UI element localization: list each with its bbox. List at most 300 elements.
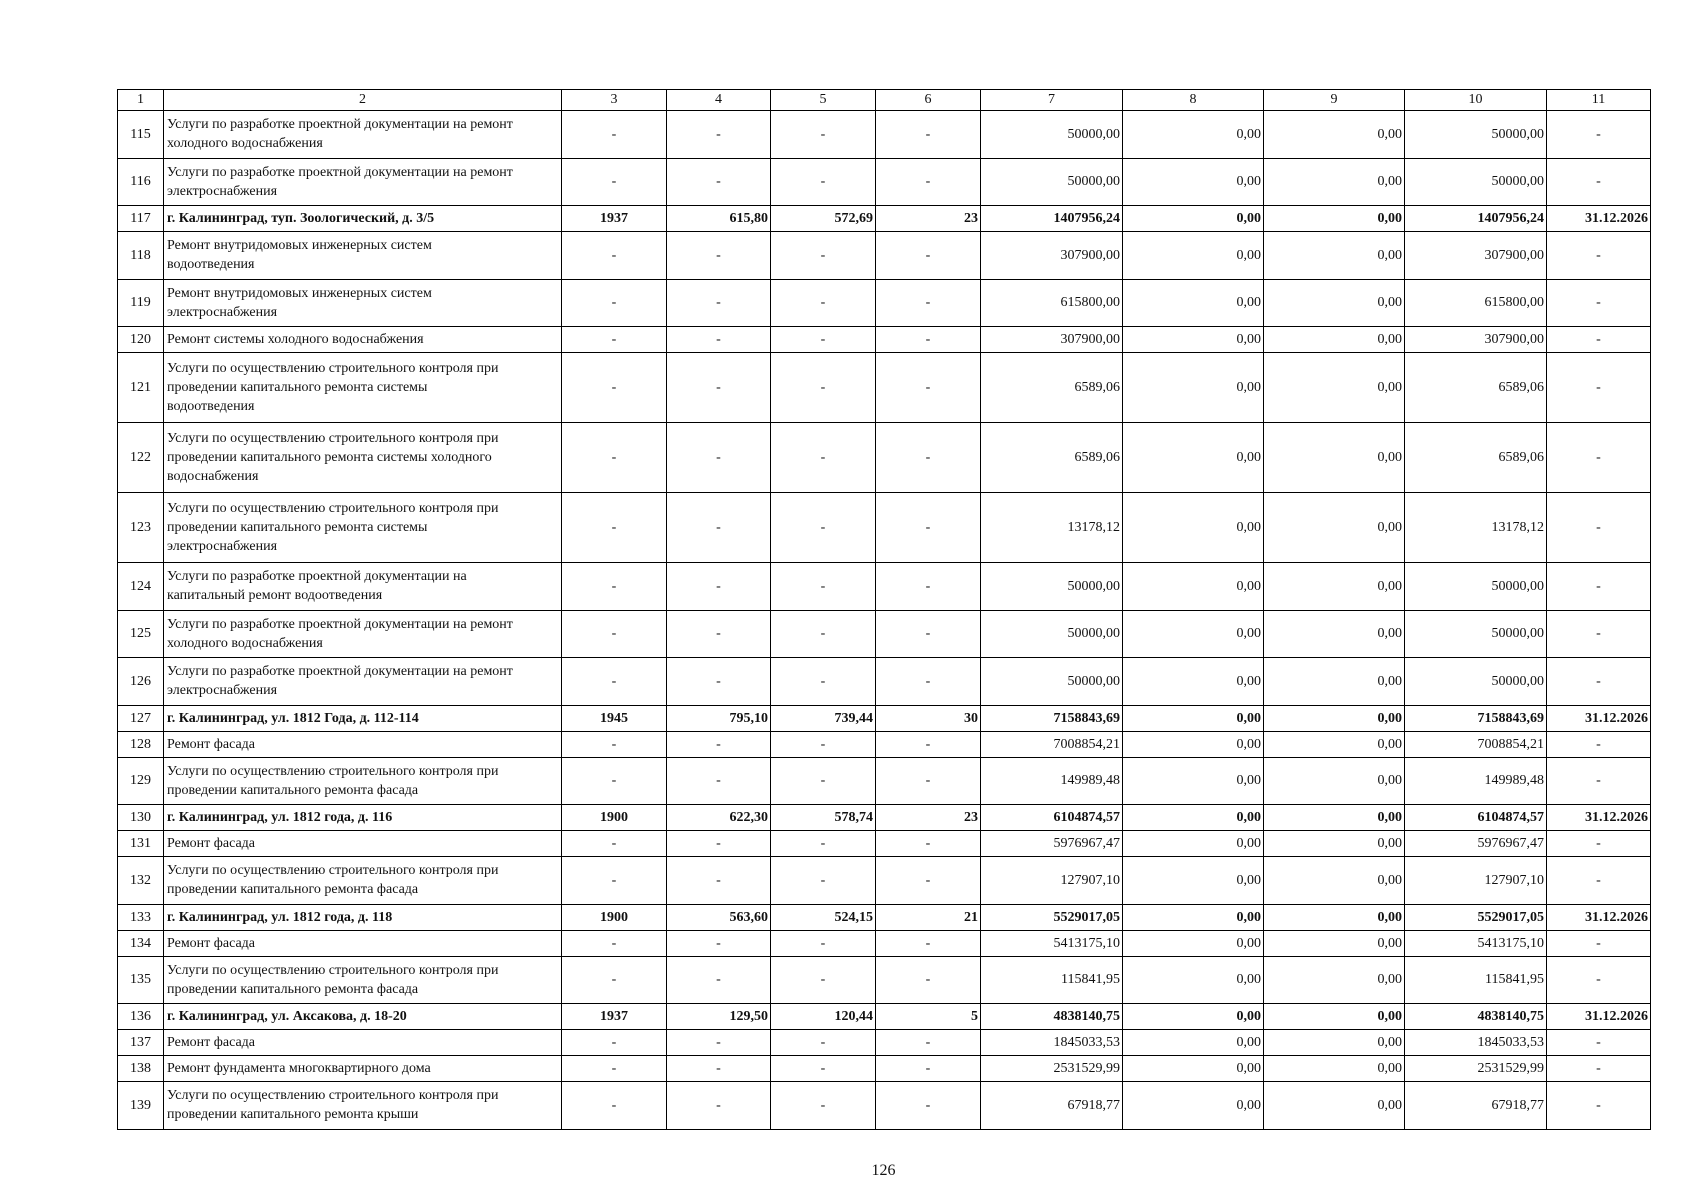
cell-col-8: 0,00	[1123, 1030, 1264, 1056]
cell-col-10: 307900,00	[1405, 232, 1547, 280]
cell-row-number: 121	[118, 353, 164, 423]
cell-description: Услуги по разработке проектной документации на ремонт электроснабжения	[164, 658, 562, 706]
cell-col-5: -	[771, 493, 876, 563]
cell-col-4: -	[667, 1056, 771, 1082]
cell-col-4: -	[667, 956, 771, 1004]
cell-col-8: 0,00	[1123, 206, 1264, 232]
cell-description: Услуги по осуществлению строительного контроля при проведении капитального ремонта системы водоотведения	[164, 353, 562, 423]
cell-col-4: 622,30	[667, 805, 771, 831]
cell-col-3: 1937	[562, 206, 667, 232]
cell-col-5: 524,15	[771, 904, 876, 930]
cell-col-7: 1407956,24	[981, 206, 1123, 232]
cell-col-4: -	[667, 1082, 771, 1130]
cell-description: Услуги по осуществлению строительного контроля при проведении капитального ремонта фасада	[164, 956, 562, 1004]
cell-description: Услуги по осуществлению строительного контроля при проведении капитального ремонта фасада	[164, 857, 562, 905]
cell-col-8: 0,00	[1123, 930, 1264, 956]
cell-col-3: -	[562, 111, 667, 159]
table-row	[118, 857, 1651, 905]
cell-col-9: 0,00	[1264, 493, 1405, 563]
cell-col-7: 13178,12	[981, 493, 1123, 563]
cell-col-11: 31.12.2026	[1547, 904, 1651, 930]
cell-col-9: 0,00	[1264, 279, 1405, 327]
cell-col-4: -	[667, 279, 771, 327]
cell-description: г. Калининград, ул. 1812 года, д. 116	[164, 805, 562, 831]
cell-col-3: -	[562, 279, 667, 327]
cell-col-6: -	[876, 111, 981, 159]
table-row	[118, 831, 1651, 857]
cell-col-5: -	[771, 1030, 876, 1056]
table-row	[118, 731, 1651, 757]
cell-col-8: 0,00	[1123, 232, 1264, 280]
column-header-4: 4	[667, 90, 771, 111]
cell-col-6: 23	[876, 206, 981, 232]
cell-col-9: 0,00	[1264, 831, 1405, 857]
cell-col-3: -	[562, 857, 667, 905]
table-row	[118, 1030, 1651, 1056]
cell-col-8: 0,00	[1123, 857, 1264, 905]
cell-col-5: 739,44	[771, 705, 876, 731]
cell-col-10: 50000,00	[1405, 158, 1547, 206]
cell-col-8: 0,00	[1123, 353, 1264, 423]
cell-col-10: 307900,00	[1405, 327, 1547, 353]
cell-col-4: -	[667, 857, 771, 905]
cell-col-6: 21	[876, 904, 981, 930]
cell-col-8: 0,00	[1123, 904, 1264, 930]
page-number: 126	[871, 1162, 896, 1179]
column-header-11: 11	[1547, 90, 1651, 111]
cell-description: Ремонт фундамента многоквартирного дома	[164, 1056, 562, 1082]
cell-col-6: -	[876, 956, 981, 1004]
cell-col-10: 50000,00	[1405, 658, 1547, 706]
cell-col-8: 0,00	[1123, 279, 1264, 327]
cell-col-7: 7158843,69	[981, 705, 1123, 731]
table-body	[118, 111, 1651, 1130]
cell-row-number: 129	[118, 757, 164, 805]
cell-col-9: 0,00	[1264, 327, 1405, 353]
cell-col-7: 115841,95	[981, 956, 1123, 1004]
cell-col-7: 5529017,05	[981, 904, 1123, 930]
cell-col-10: 13178,12	[1405, 493, 1547, 563]
cell-row-number: 116	[118, 158, 164, 206]
cell-col-11: -	[1547, 857, 1651, 905]
cell-col-5: -	[771, 1082, 876, 1130]
cell-description: Ремонт внутридомовых инженерных систем электроснабжения	[164, 279, 562, 327]
cell-col-10: 2531529,99	[1405, 1056, 1547, 1082]
cell-col-8: 0,00	[1123, 158, 1264, 206]
cell-col-8: 0,00	[1123, 1082, 1264, 1130]
column-header-5: 5	[771, 90, 876, 111]
cell-col-4: 563,60	[667, 904, 771, 930]
cell-description: Ремонт фасада	[164, 731, 562, 757]
cell-col-5: -	[771, 423, 876, 493]
cell-row-number: 126	[118, 658, 164, 706]
cell-col-9: 0,00	[1264, 423, 1405, 493]
cell-description: Услуги по разработке проектной документации на ремонт холодного водоснабжения	[164, 111, 562, 159]
cell-row-number: 122	[118, 423, 164, 493]
table-row	[118, 610, 1651, 658]
cell-col-5: -	[771, 757, 876, 805]
cell-col-6: -	[876, 930, 981, 956]
cell-col-6: -	[876, 1082, 981, 1130]
cell-col-4: -	[667, 1030, 771, 1056]
cell-col-11: 31.12.2026	[1547, 206, 1651, 232]
table-row	[118, 111, 1651, 159]
cell-col-6: -	[876, 232, 981, 280]
cell-col-4: -	[667, 111, 771, 159]
cell-col-7: 1845033,53	[981, 1030, 1123, 1056]
cell-col-8: 0,00	[1123, 805, 1264, 831]
cell-col-4: -	[667, 610, 771, 658]
cell-col-3: -	[562, 353, 667, 423]
cell-col-3: 1945	[562, 705, 667, 731]
cell-col-5: -	[771, 956, 876, 1004]
column-header-6: 6	[876, 90, 981, 111]
cell-col-10: 4838140,75	[1405, 1004, 1547, 1030]
cell-col-3: -	[562, 232, 667, 280]
cell-row-number: 120	[118, 327, 164, 353]
cell-col-7: 307900,00	[981, 327, 1123, 353]
cell-col-8: 0,00	[1123, 1056, 1264, 1082]
cell-col-10: 6104874,57	[1405, 805, 1547, 831]
cell-description: Ремонт системы холодного водоснабжения	[164, 327, 562, 353]
cell-col-3: 1937	[562, 1004, 667, 1030]
cell-row-number: 124	[118, 563, 164, 611]
cell-col-8: 0,00	[1123, 1004, 1264, 1030]
cell-col-5: -	[771, 610, 876, 658]
cell-col-11: -	[1547, 1056, 1651, 1082]
table-row	[118, 279, 1651, 327]
cell-col-11: -	[1547, 930, 1651, 956]
table-row	[118, 206, 1651, 232]
cell-col-9: 0,00	[1264, 1056, 1405, 1082]
cell-col-6: -	[876, 857, 981, 905]
cell-col-10: 1845033,53	[1405, 1030, 1547, 1056]
cell-col-10: 115841,95	[1405, 956, 1547, 1004]
cell-col-3: -	[562, 1030, 667, 1056]
column-header-7: 7	[981, 90, 1123, 111]
cell-col-6: -	[876, 610, 981, 658]
cell-col-5: -	[771, 327, 876, 353]
cell-col-7: 307900,00	[981, 232, 1123, 280]
cell-col-5: 578,74	[771, 805, 876, 831]
cell-row-number: 128	[118, 731, 164, 757]
cell-col-5: -	[771, 658, 876, 706]
cell-description: Услуги по осуществлению строительного контроля при проведении капитального ремонта фасада	[164, 757, 562, 805]
cell-col-11: 31.12.2026	[1547, 1004, 1651, 1030]
cell-col-8: 0,00	[1123, 757, 1264, 805]
cell-description: Услуги по осуществлению строительного контроля при проведении капитального ремонта системы электроснабжения	[164, 493, 562, 563]
table-row	[118, 705, 1651, 731]
column-header-9: 9	[1264, 90, 1405, 111]
cell-col-7: 149989,48	[981, 757, 1123, 805]
cell-col-9: 0,00	[1264, 1082, 1405, 1130]
column-header-10: 10	[1405, 90, 1547, 111]
cell-col-10: 5976967,47	[1405, 831, 1547, 857]
table-row	[118, 805, 1651, 831]
cell-row-number: 123	[118, 493, 164, 563]
cell-col-3: -	[562, 731, 667, 757]
cell-col-9: 0,00	[1264, 610, 1405, 658]
cell-col-3: -	[562, 956, 667, 1004]
column-header-3: 3	[562, 90, 667, 111]
cell-col-9: 0,00	[1264, 930, 1405, 956]
cell-col-6: -	[876, 563, 981, 611]
cell-col-8: 0,00	[1123, 956, 1264, 1004]
cell-col-6: -	[876, 658, 981, 706]
cell-col-3: -	[562, 327, 667, 353]
cell-col-9: 0,00	[1264, 805, 1405, 831]
cell-col-10: 50000,00	[1405, 563, 1547, 611]
table-row	[118, 1056, 1651, 1082]
column-header-2: 2	[164, 90, 562, 111]
cell-col-6: 30	[876, 705, 981, 731]
cell-col-5: -	[771, 930, 876, 956]
table-row	[118, 493, 1651, 563]
cell-col-4: -	[667, 757, 771, 805]
cell-col-10: 7008854,21	[1405, 731, 1547, 757]
cell-col-6: -	[876, 493, 981, 563]
cell-row-number: 134	[118, 930, 164, 956]
cell-col-6: -	[876, 279, 981, 327]
cell-col-7: 6589,06	[981, 423, 1123, 493]
cell-col-3: -	[562, 493, 667, 563]
cell-col-8: 0,00	[1123, 563, 1264, 611]
cell-row-number: 117	[118, 206, 164, 232]
cell-col-3: -	[562, 930, 667, 956]
table-row	[118, 563, 1651, 611]
cell-col-6: -	[876, 327, 981, 353]
table-row	[118, 956, 1651, 1004]
table-row	[118, 353, 1651, 423]
cell-row-number: 130	[118, 805, 164, 831]
cell-col-11: 31.12.2026	[1547, 705, 1651, 731]
cell-col-5: -	[771, 111, 876, 159]
cell-col-11: -	[1547, 831, 1651, 857]
cell-col-7: 6104874,57	[981, 805, 1123, 831]
table-row	[118, 327, 1651, 353]
table-row	[118, 757, 1651, 805]
cell-row-number: 132	[118, 857, 164, 905]
cell-col-4: -	[667, 158, 771, 206]
cell-col-10: 50000,00	[1405, 111, 1547, 159]
cell-col-6: -	[876, 423, 981, 493]
cell-row-number: 131	[118, 831, 164, 857]
cell-col-4: -	[667, 831, 771, 857]
cell-col-7: 615800,00	[981, 279, 1123, 327]
cell-row-number: 135	[118, 956, 164, 1004]
cell-col-10: 5529017,05	[1405, 904, 1547, 930]
cell-col-3: -	[562, 423, 667, 493]
cell-col-9: 0,00	[1264, 232, 1405, 280]
cell-col-4: -	[667, 493, 771, 563]
cell-col-5: -	[771, 831, 876, 857]
cell-col-5: -	[771, 731, 876, 757]
cell-row-number: 138	[118, 1056, 164, 1082]
cell-col-4: -	[667, 327, 771, 353]
cell-col-7: 5976967,47	[981, 831, 1123, 857]
table-row	[118, 423, 1651, 493]
cell-col-7: 7008854,21	[981, 731, 1123, 757]
cell-col-5: 120,44	[771, 1004, 876, 1030]
cell-row-number: 127	[118, 705, 164, 731]
cell-col-5: -	[771, 279, 876, 327]
cell-description: г. Калининград, ул. 1812 года, д. 118	[164, 904, 562, 930]
table-row	[118, 1004, 1651, 1030]
cell-col-10: 6589,06	[1405, 353, 1547, 423]
cell-row-number: 139	[118, 1082, 164, 1130]
cell-col-3: -	[562, 757, 667, 805]
cell-col-3: -	[562, 563, 667, 611]
cell-col-9: 0,00	[1264, 206, 1405, 232]
cell-description: г. Калининград, ул. Аксакова, д. 18-20	[164, 1004, 562, 1030]
cell-col-8: 0,00	[1123, 658, 1264, 706]
cell-col-7: 6589,06	[981, 353, 1123, 423]
column-header-1: 1	[118, 90, 164, 111]
cell-description: Ремонт фасада	[164, 831, 562, 857]
cell-col-4: -	[667, 353, 771, 423]
cell-col-10: 127907,10	[1405, 857, 1547, 905]
cell-col-6: -	[876, 731, 981, 757]
cell-col-7: 4838140,75	[981, 1004, 1123, 1030]
table-row	[118, 904, 1651, 930]
cell-col-10: 615800,00	[1405, 279, 1547, 327]
cell-col-8: 0,00	[1123, 831, 1264, 857]
table-row	[118, 658, 1651, 706]
cell-col-3: -	[562, 1082, 667, 1130]
cell-col-8: 0,00	[1123, 731, 1264, 757]
cell-col-9: 0,00	[1264, 757, 1405, 805]
cell-col-3: 1900	[562, 904, 667, 930]
cell-col-6: -	[876, 1056, 981, 1082]
cell-col-5: -	[771, 158, 876, 206]
cell-col-7: 5413175,10	[981, 930, 1123, 956]
cell-col-3: -	[562, 658, 667, 706]
table-row	[118, 930, 1651, 956]
cell-col-11: -	[1547, 731, 1651, 757]
cell-col-4: -	[667, 731, 771, 757]
cell-col-5: -	[771, 563, 876, 611]
cell-description: Услуги по осуществлению строительного контроля при проведении капитального ремонта системы холодного водоснабжения	[164, 423, 562, 493]
cell-col-6: -	[876, 831, 981, 857]
cell-col-4: -	[667, 930, 771, 956]
cell-row-number: 118	[118, 232, 164, 280]
cell-col-8: 0,00	[1123, 610, 1264, 658]
cell-description: Ремонт фасада	[164, 1030, 562, 1056]
cell-row-number: 125	[118, 610, 164, 658]
cell-col-11: -	[1547, 327, 1651, 353]
cell-col-11: 31.12.2026	[1547, 805, 1651, 831]
cell-col-7: 50000,00	[981, 158, 1123, 206]
cell-col-8: 0,00	[1123, 111, 1264, 159]
cell-col-9: 0,00	[1264, 111, 1405, 159]
cell-description: Услуги по разработке проектной документации на капитальный ремонт водоотведения	[164, 563, 562, 611]
cell-col-11: -	[1547, 423, 1651, 493]
cell-col-10: 1407956,24	[1405, 206, 1547, 232]
cell-col-5: 572,69	[771, 206, 876, 232]
cell-col-5: -	[771, 353, 876, 423]
cell-row-number: 115	[118, 111, 164, 159]
cell-col-9: 0,00	[1264, 1030, 1405, 1056]
cell-description: Ремонт фасада	[164, 930, 562, 956]
cell-row-number: 133	[118, 904, 164, 930]
cell-col-11: -	[1547, 158, 1651, 206]
cell-col-11: -	[1547, 757, 1651, 805]
cell-col-9: 0,00	[1264, 857, 1405, 905]
cell-row-number: 136	[118, 1004, 164, 1030]
cell-col-9: 0,00	[1264, 353, 1405, 423]
cell-col-10: 149989,48	[1405, 757, 1547, 805]
cell-col-3: 1900	[562, 805, 667, 831]
cell-col-5: -	[771, 232, 876, 280]
cell-col-9: 0,00	[1264, 658, 1405, 706]
cell-col-3: -	[562, 610, 667, 658]
cell-col-5: -	[771, 857, 876, 905]
cell-col-10: 6589,06	[1405, 423, 1547, 493]
table-row	[118, 1082, 1651, 1130]
cell-description: г. Калининград, туп. Зоологический, д. 3/5	[164, 206, 562, 232]
cell-col-11: -	[1547, 279, 1651, 327]
cell-description: Ремонт внутридомовых инженерных систем водоотведения	[164, 232, 562, 280]
cell-col-6: 5	[876, 1004, 981, 1030]
cell-col-6: -	[876, 1030, 981, 1056]
cell-row-number: 137	[118, 1030, 164, 1056]
cell-col-11: -	[1547, 1030, 1651, 1056]
cell-col-6: -	[876, 158, 981, 206]
cell-col-9: 0,00	[1264, 1004, 1405, 1030]
cell-col-11: -	[1547, 658, 1651, 706]
cell-col-9: 0,00	[1264, 956, 1405, 1004]
cell-col-7: 50000,00	[981, 610, 1123, 658]
cell-col-3: -	[562, 1056, 667, 1082]
cell-col-7: 50000,00	[981, 563, 1123, 611]
cell-col-4: -	[667, 232, 771, 280]
cell-col-4: -	[667, 423, 771, 493]
cell-col-10: 7158843,69	[1405, 705, 1547, 731]
works-table	[117, 89, 1651, 1130]
cell-row-number: 119	[118, 279, 164, 327]
cell-col-7: 50000,00	[981, 111, 1123, 159]
cell-col-9: 0,00	[1264, 158, 1405, 206]
cell-col-5: -	[771, 1056, 876, 1082]
cell-col-10: 50000,00	[1405, 610, 1547, 658]
cell-col-11: -	[1547, 1082, 1651, 1130]
cell-col-8: 0,00	[1123, 327, 1264, 353]
cell-col-3: -	[562, 158, 667, 206]
cell-col-3: -	[562, 831, 667, 857]
cell-description: Услуги по разработке проектной документации на ремонт электроснабжения	[164, 158, 562, 206]
cell-col-8: 0,00	[1123, 705, 1264, 731]
cell-col-10: 67918,77	[1405, 1082, 1547, 1130]
cell-col-11: -	[1547, 610, 1651, 658]
table-row	[118, 158, 1651, 206]
cell-col-11: -	[1547, 232, 1651, 280]
cell-col-11: -	[1547, 956, 1651, 1004]
column-header-8: 8	[1123, 90, 1264, 111]
cell-col-8: 0,00	[1123, 423, 1264, 493]
cell-col-7: 127907,10	[981, 857, 1123, 905]
cell-col-6: -	[876, 757, 981, 805]
table-row	[118, 232, 1651, 280]
cell-description: Услуги по осуществлению строительного контроля при проведении капитального ремонта крыши	[164, 1082, 562, 1130]
cell-col-4: 615,80	[667, 206, 771, 232]
cell-col-11: -	[1547, 563, 1651, 611]
cell-col-8: 0,00	[1123, 493, 1264, 563]
cell-col-4: -	[667, 563, 771, 611]
cell-col-7: 50000,00	[981, 658, 1123, 706]
cell-col-6: 23	[876, 805, 981, 831]
cell-col-6: -	[876, 353, 981, 423]
cell-col-11: -	[1547, 353, 1651, 423]
